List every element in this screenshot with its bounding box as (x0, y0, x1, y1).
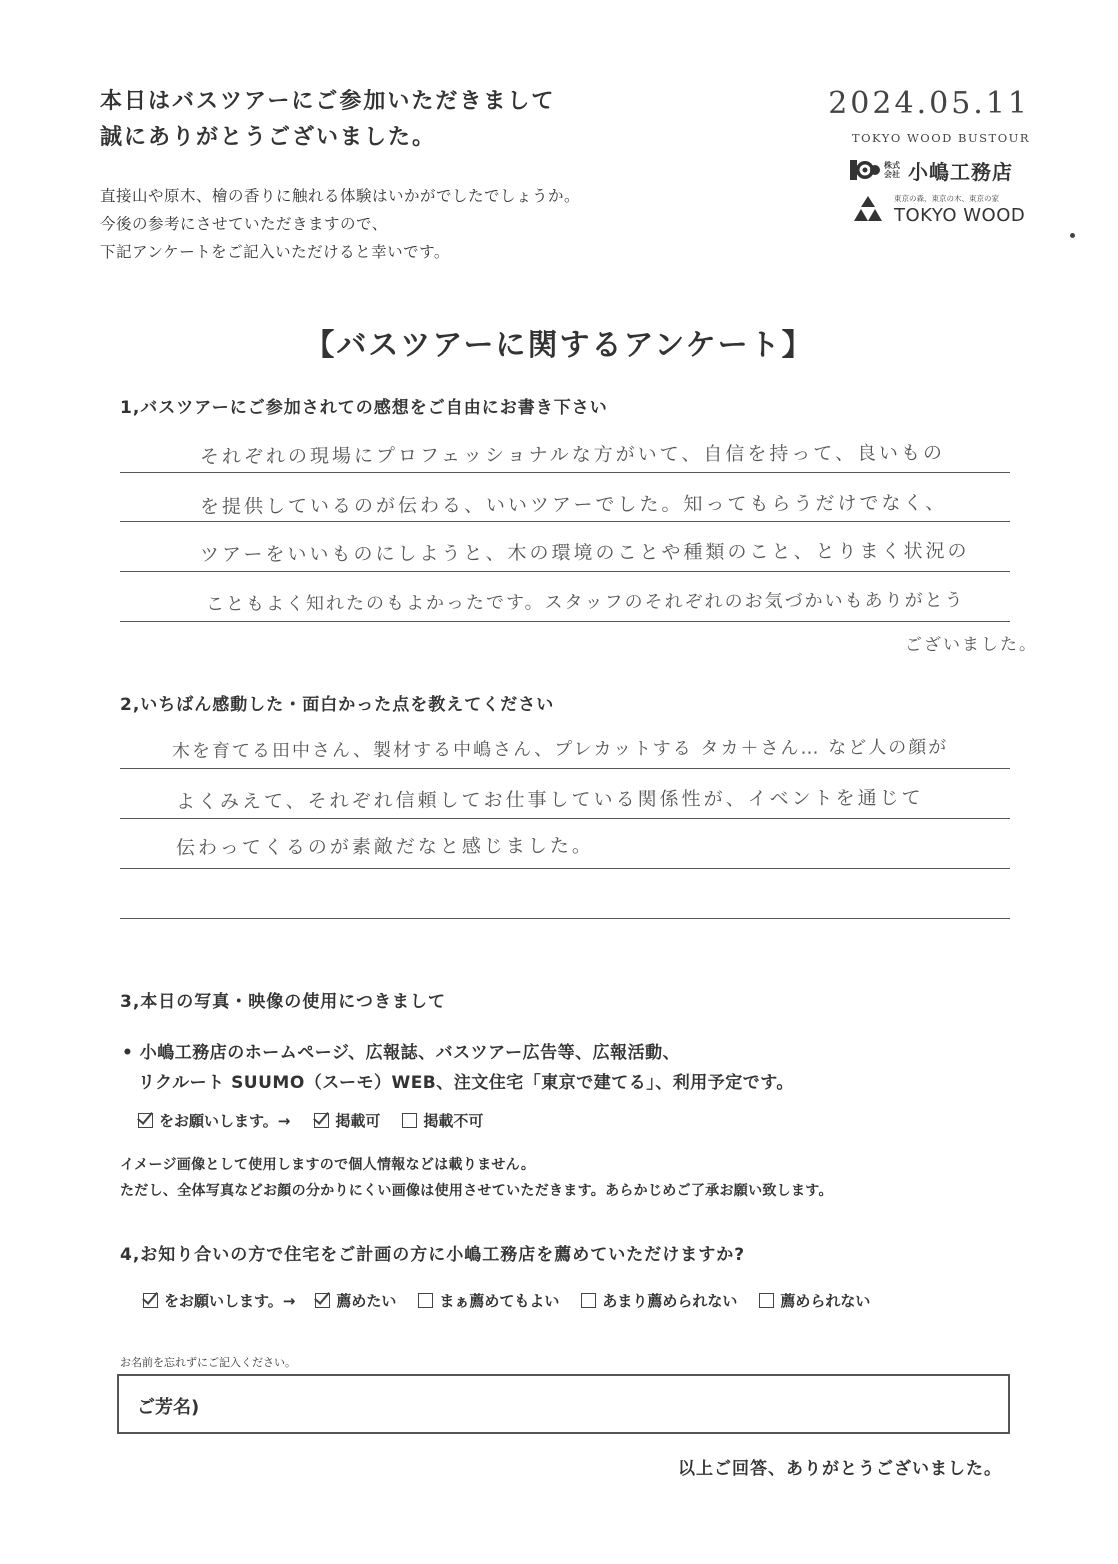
q4-instruction: をお願いします。→ (164, 1292, 296, 1310)
usage-note (120, 1152, 833, 1204)
survey-title: 【バスツアーに関するアンケート】 (304, 328, 814, 363)
brand-triangles-icon (850, 195, 886, 225)
question-4: 4,お知り合いの方で住宅をご計画の方に小嶋工務店を薦めていただけますか? (120, 1245, 746, 1265)
greeting-line-1: 本日はバスツアーにご参加いただきまして (100, 89, 556, 114)
greeting (100, 84, 555, 156)
answer-rule (120, 868, 1010, 869)
answer-rule (120, 472, 1010, 473)
q1-answer-line-2[interactable]: を提供しているのが伝わる、いいツアーでした。知ってもらうだけでなく、 (199, 492, 948, 518)
q3-instruction: をお願いします。→ (159, 1112, 291, 1130)
q1-answer-line-5[interactable]: ございました。 (904, 634, 1039, 656)
closing-thanks: 以上ご回答、ありがとうございました。 (678, 1459, 1002, 1479)
company-mark-icon (850, 159, 880, 181)
example-checkbox (143, 1293, 158, 1308)
q1-answer-line-3[interactable]: ツアーをいいものにしようと、木の環境のことや種類のこと、とりまく状況の (199, 539, 970, 567)
q3-options (138, 1110, 483, 1131)
usage-line-1: • 小嶋工務店のホームページ、広報誌、バスツアー広告等、広報活動、 (122, 1043, 681, 1063)
q1-answer-line-4[interactable]: こともよく知れたのもよかったです。スタッフのそれぞれのお気づかいもありがとう (205, 590, 965, 615)
answer-rule (120, 818, 1010, 819)
answer-rule (120, 571, 1010, 572)
tour-name: TOKYO WOOD BUSTOUR (851, 131, 1030, 145)
event-date: 2024.05.11 (828, 86, 1030, 121)
checkbox-recommend[interactable] (315, 1293, 330, 1308)
brand-slogan: 東京の森、東京の木、東京の家 (894, 194, 999, 203)
q2-answer-line-3[interactable]: 伝わってくるのが素敵だなと感じました。 (175, 834, 594, 860)
q4-options (143, 1290, 870, 1311)
checkbox-publish-ok[interactable] (314, 1113, 329, 1128)
question-2: 2,いちばん感動した・面白かった点を教えてください (120, 695, 555, 715)
company-kind: 株式会社 (884, 161, 900, 179)
q2-answer-line-2[interactable]: よくみえて、それぞれ信頼してお仕事している関係性が、イベントを通じて (175, 787, 924, 813)
option-recommend: 薦めたい (336, 1292, 397, 1310)
note-line-1: イメージ画像として使用しますので個人情報などは載りません。 (120, 1157, 536, 1173)
usage-line-2: リクルート SUUMO（スーモ）WEB、注文住宅「東京で建てる」、利用予定です。 (138, 1073, 794, 1093)
intro-text (100, 182, 580, 266)
q1-answer-line-1[interactable]: それぞれの現場にプロフェッショナルな方がいて、自信を持って、良いもの (199, 442, 946, 468)
brand-name: TOKYO WOOD (894, 205, 1026, 226)
name-field[interactable] (117, 1374, 1010, 1434)
name-label: ご芳名) (137, 1397, 200, 1418)
intro-line-3: 下記アンケートをご記入いただけると幸いです。 (100, 243, 450, 261)
intro-line-2: 今後の参考にさせていただきますので、 (100, 215, 388, 233)
option-not-recommend: 薦められない (780, 1292, 871, 1310)
answer-rule (120, 621, 1010, 622)
question-1: 1,バスツアーにご参加されての感想をご自由にお書き下さい (120, 398, 608, 418)
question-3: 3,本日の写真・映像の使用につきまして (120, 992, 446, 1012)
checkbox-maybe-recommend[interactable] (418, 1293, 433, 1308)
checkbox-not-recommend[interactable] (759, 1293, 774, 1308)
name-hint: お名前を忘れずにご記入ください。 (120, 1356, 296, 1369)
option-maybe-recommend: まぁ薦めてもよい (439, 1292, 560, 1310)
answer-rule (120, 918, 1010, 919)
intro-line-1: 直接山や原木、檜の香りに触れる体験はいかがでしたでしょうか。 (100, 187, 581, 205)
q2-answer-line-1[interactable]: 木を育てる田中さん、製材する中嶋さん、プレカットする タカ＋さん… など人の顔が (171, 736, 949, 763)
option-rarely-recommend: あまり薦められない (602, 1292, 738, 1310)
checkbox-publish-ng[interactable] (402, 1113, 417, 1128)
company-logo (850, 155, 1030, 185)
brand-logo (850, 193, 1030, 227)
answer-rule (120, 521, 1010, 522)
note-line-2: ただし、全体写真などお顔の分かりにくい画像は使用させていただきます。あらかじめご了承お願い致します。 (120, 1183, 833, 1199)
option-publish-ok: 掲載可 (335, 1112, 381, 1130)
speck (1070, 233, 1075, 238)
answer-rule (120, 768, 1010, 769)
example-checkbox (138, 1113, 153, 1128)
greeting-line-2: 誠にありがとうございました。 (100, 125, 437, 150)
option-publish-ng: 掲載不可 (423, 1112, 484, 1130)
checkbox-rarely-recommend[interactable] (581, 1293, 596, 1308)
usage-description (122, 1038, 794, 1098)
company-name: 小嶋工務店 (908, 159, 1013, 184)
